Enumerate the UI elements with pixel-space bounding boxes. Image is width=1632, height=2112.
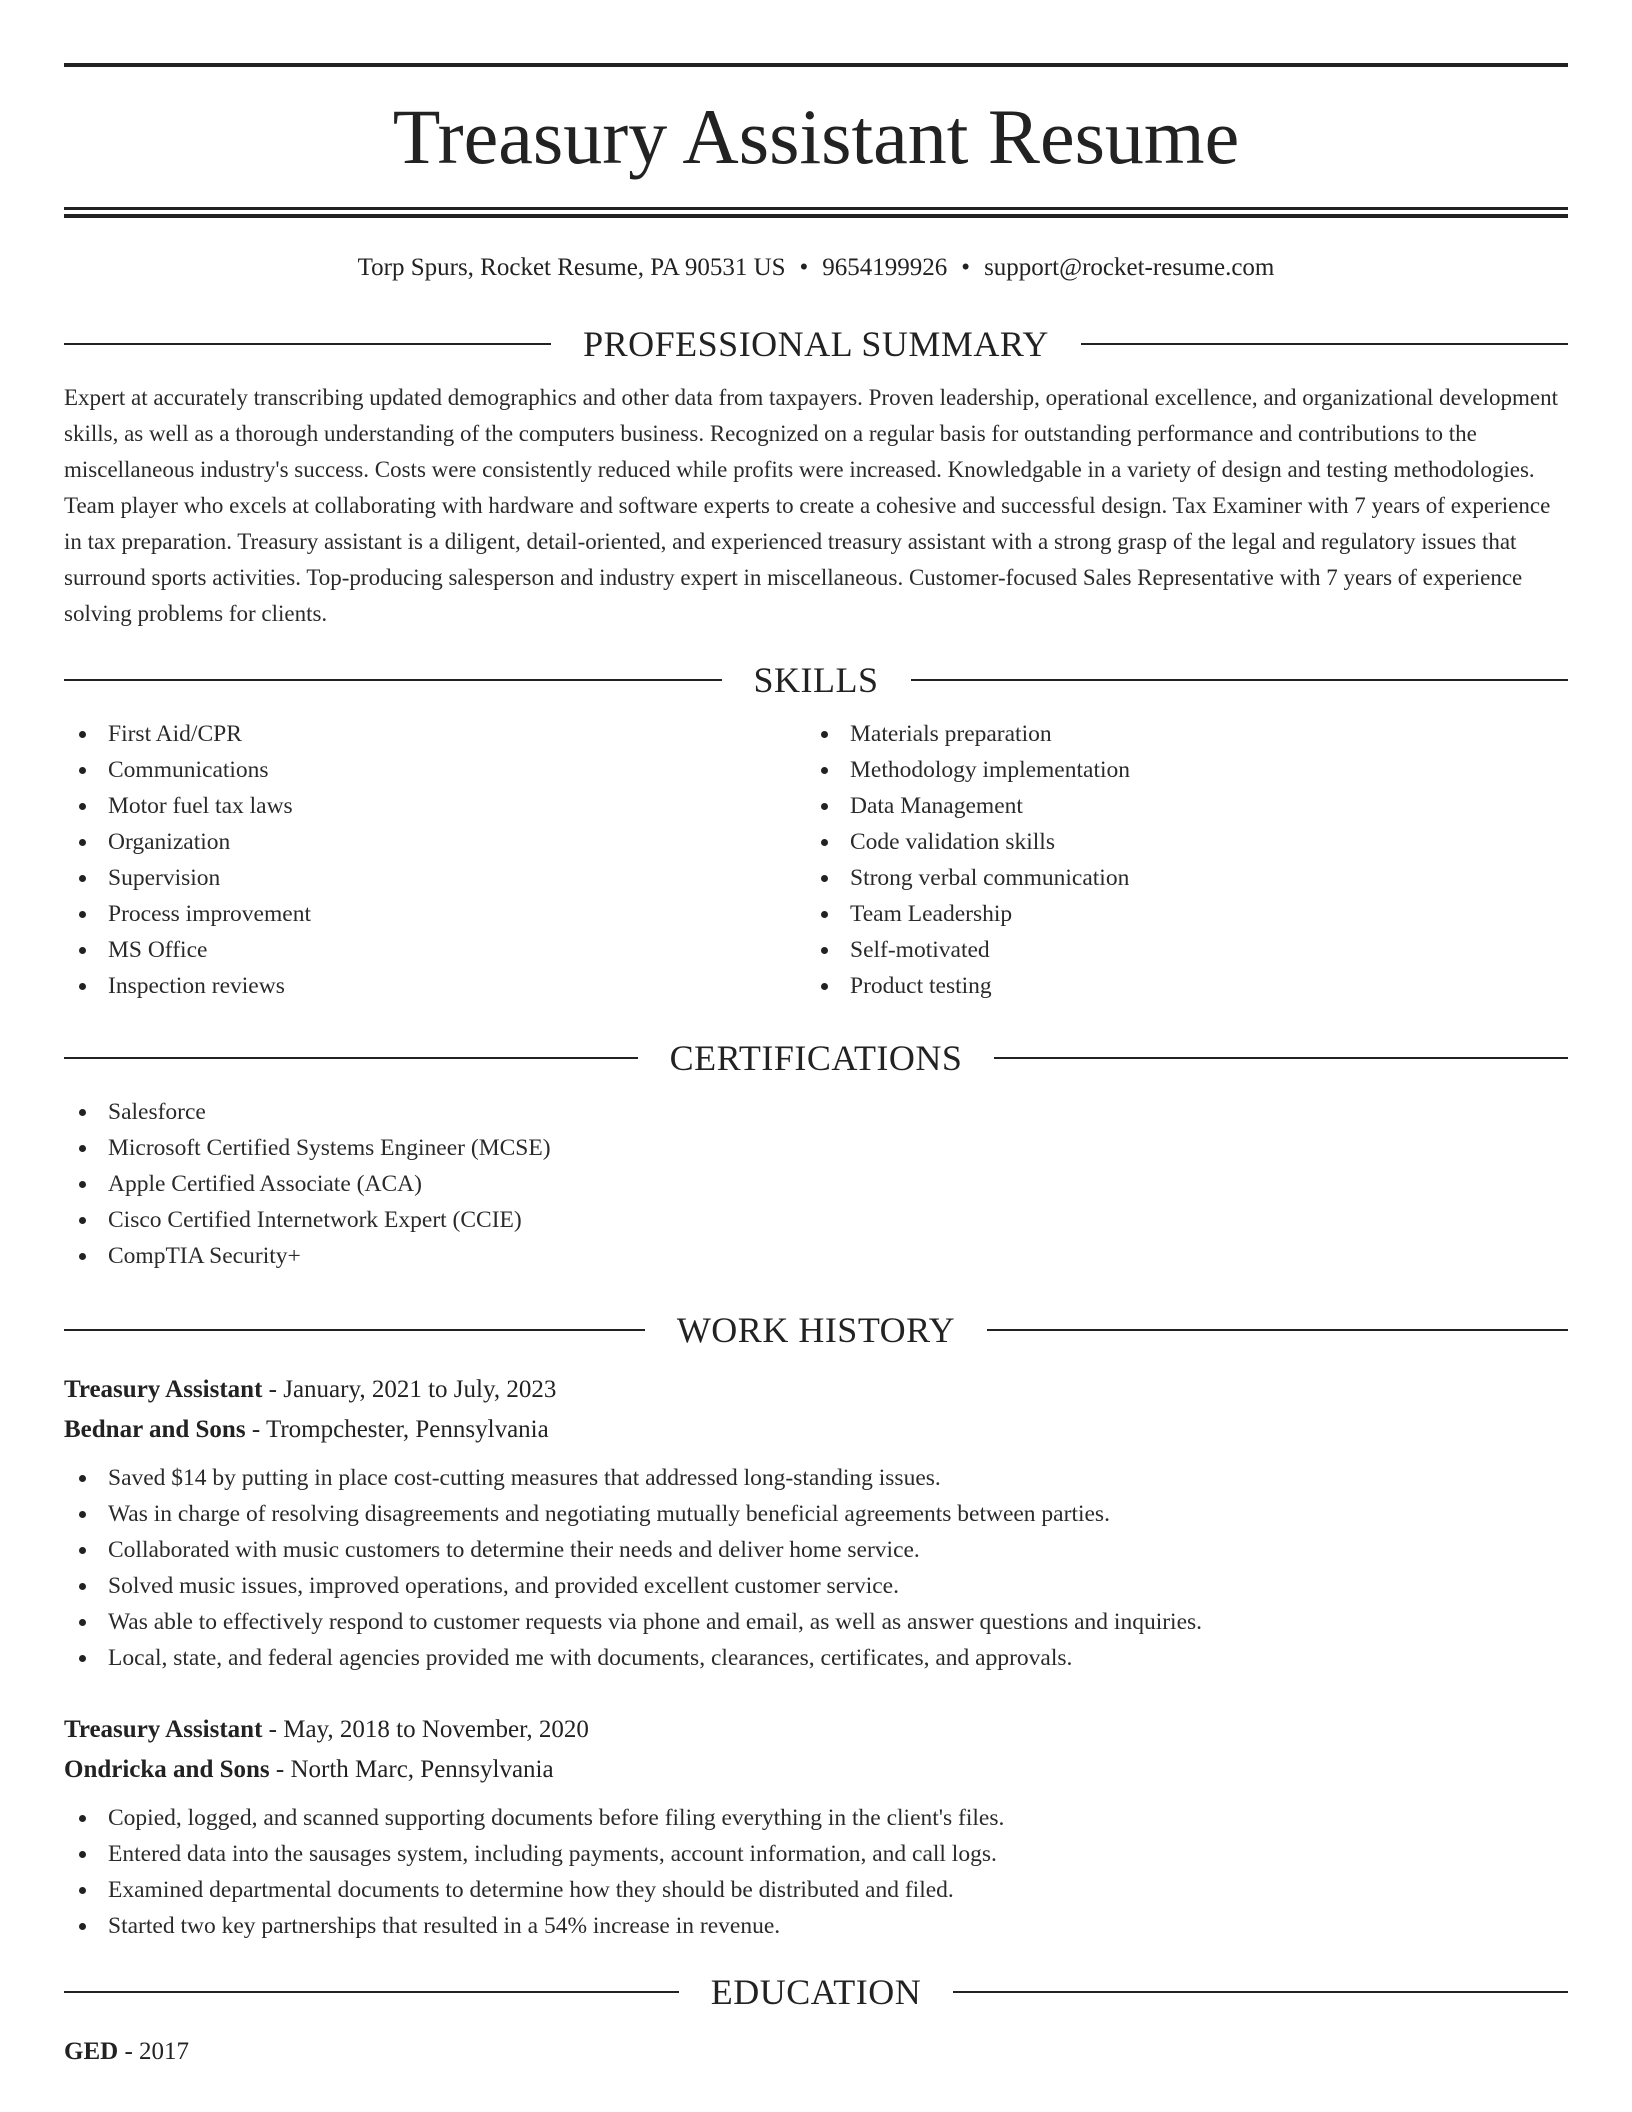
job-title: Treasury Assistant [64,1716,263,1743]
list-item: Salesforce [64,1094,1568,1130]
job-bullets [64,1800,1568,1944]
list-item: Methodology implementation [806,752,1548,788]
title-double-rule [64,207,1568,218]
heading-rule-left [64,343,551,345]
job-company-line [64,1750,1568,1790]
list-item: Collaborated with music customers to determine their needs and deliver home service. [64,1532,1568,1568]
list-item: Motor fuel tax laws [64,788,806,824]
job-title-line [64,1370,1568,1410]
job-bullets [64,1460,1568,1676]
top-rule [64,63,1568,67]
list-item: Entered data into the sausages system, including payments, account information, and call logs. [64,1836,1568,1872]
job-company: Ondricka and Sons [64,1756,270,1783]
work-heading-text: WORK HISTORY [676,1310,956,1350]
education-heading-text: EDUCATION [710,1972,922,2012]
list-item: Team Leadership [806,896,1548,932]
list-item: Examined departmental documents to determine how they should be distributed and filed. [64,1872,1568,1908]
list-item: CompTIA Security+ [64,1238,1568,1274]
heading-rule-left [64,1057,638,1059]
heading-rule-left [64,1329,645,1331]
job-location: - North Marc, Pennsylvania [269,1756,554,1783]
list-item: Process improvement [64,896,806,932]
skills-grid [64,716,1568,1004]
contact-address: Torp Spurs, Rocket Resume, PA 90531 US [357,254,786,281]
list-item: Code validation skills [806,824,1548,860]
education-degree: GED [64,2038,119,2065]
list-item: Supervision [64,860,806,896]
work-heading [64,1308,1568,1352]
list-item: Data Management [806,788,1548,824]
list-item: Started two key partnerships that resulted in a 54% increase in revenue. [64,1908,1568,1944]
heading-rule-right [994,1057,1568,1059]
list-item: Self-motivated [806,932,1548,968]
list-item: Inspection reviews [64,968,806,1004]
list-item: Copied, logged, and scanned supporting documents before filing everything in the client's files. [64,1800,1568,1836]
list-item: Was able to effectively respond to customer requests via phone and email, as well as answer questions and inquiries. [64,1604,1568,1640]
contact-separator: • [961,254,971,281]
heading-rule-left [64,679,722,681]
certifications-heading [64,1036,1568,1080]
summary-heading [64,322,1568,366]
list-item: MS Office [64,932,806,968]
resume-title: Treasury Assistant Resume [392,93,1240,180]
job-dates: - May, 2018 to November, 2020 [262,1716,589,1743]
heading-rule-left [64,1991,679,1993]
education-year: - 2017 [118,2038,190,2065]
list-item: Product testing [806,968,1548,1004]
heading-rule-right [1081,343,1568,345]
job-dates: - January, 2021 to July, 2023 [262,1376,557,1403]
list-item: Communications [64,752,806,788]
resume-page [64,0,1568,2072]
list-item: Organization [64,824,806,860]
summary-text: Expert at accurately transcribing updated demographics and other data from taxpayers. Proven leadership, operational excellence, and organizational development skills, as well as a thorough understanding of the computers business. Recognized on a regular basis for outstanding performance and contributions to the miscellaneous industry's success. Costs were consistently reduced while profits were increased. Knowledgable in a variety of design and testing methodologies. Team player who excels at collaborating with hardware and software experts to create a cohesive and successful design. Tax Examiner with 7 years of experience in tax preparation. Treasury assistant is a diligent, detail-oriented, and experienced treasury assistant with a strong grasp of the legal and regulatory issues that surround sports activities. Top-producing salesperson and industry expert in miscellaneous. Customer-focused Sales Representative with 7 years of experience solving problems for clients. [64,385,1558,626]
contact-phone: 9654199926 [822,254,948,281]
list-item: Microsoft Certified Systems Engineer (MCSE) [64,1130,1568,1166]
job-entry [64,1710,1568,1944]
list-item: Apple Certified Associate (ACA) [64,1166,1568,1202]
summary-heading-text: PROFESSIONAL SUMMARY [583,324,1049,364]
list-item: Cisco Certified Internetwork Expert (CCIE) [64,1202,1568,1238]
list-item: Strong verbal communication [806,860,1548,896]
job-company: Bednar and Sons [64,1416,246,1443]
heading-rule-right [911,679,1569,681]
education-entry [64,2032,1568,2072]
list-item: Materials preparation [806,716,1548,752]
education-heading [64,1970,1568,2014]
job-title-line [64,1710,1568,1750]
skills-heading [64,658,1568,702]
certifications-list [64,1094,1568,1274]
contact-email: support@rocket-resume.com [984,254,1275,281]
skills-heading-text: SKILLS [753,660,879,700]
certifications-heading-text: CERTIFICATIONS [669,1038,963,1078]
job-location: - Trompchester, Pennsylvania [245,1416,549,1443]
skills-list-right [806,716,1548,1004]
job-entry [64,1370,1568,1676]
heading-rule-right [953,1991,1568,1993]
heading-rule-right [987,1329,1568,1331]
list-item: Was in charge of resolving disagreements and negotiating mutually beneficial agreements between parties. [64,1496,1568,1532]
list-item: Saved $14 by putting in place cost-cutting measures that addressed long-standing issues. [64,1460,1568,1496]
contact-separator: • [799,254,809,281]
list-item: Solved music issues, improved operations, and provided excellent customer service. [64,1568,1568,1604]
job-company-line [64,1410,1568,1450]
list-item: Local, state, and federal agencies provided me with documents, clearances, certificates, and approvals. [64,1640,1568,1676]
contact-line [64,252,1568,284]
job-title: Treasury Assistant [64,1376,263,1403]
list-item: First Aid/CPR [64,716,806,752]
skills-list-left [64,716,806,1004]
